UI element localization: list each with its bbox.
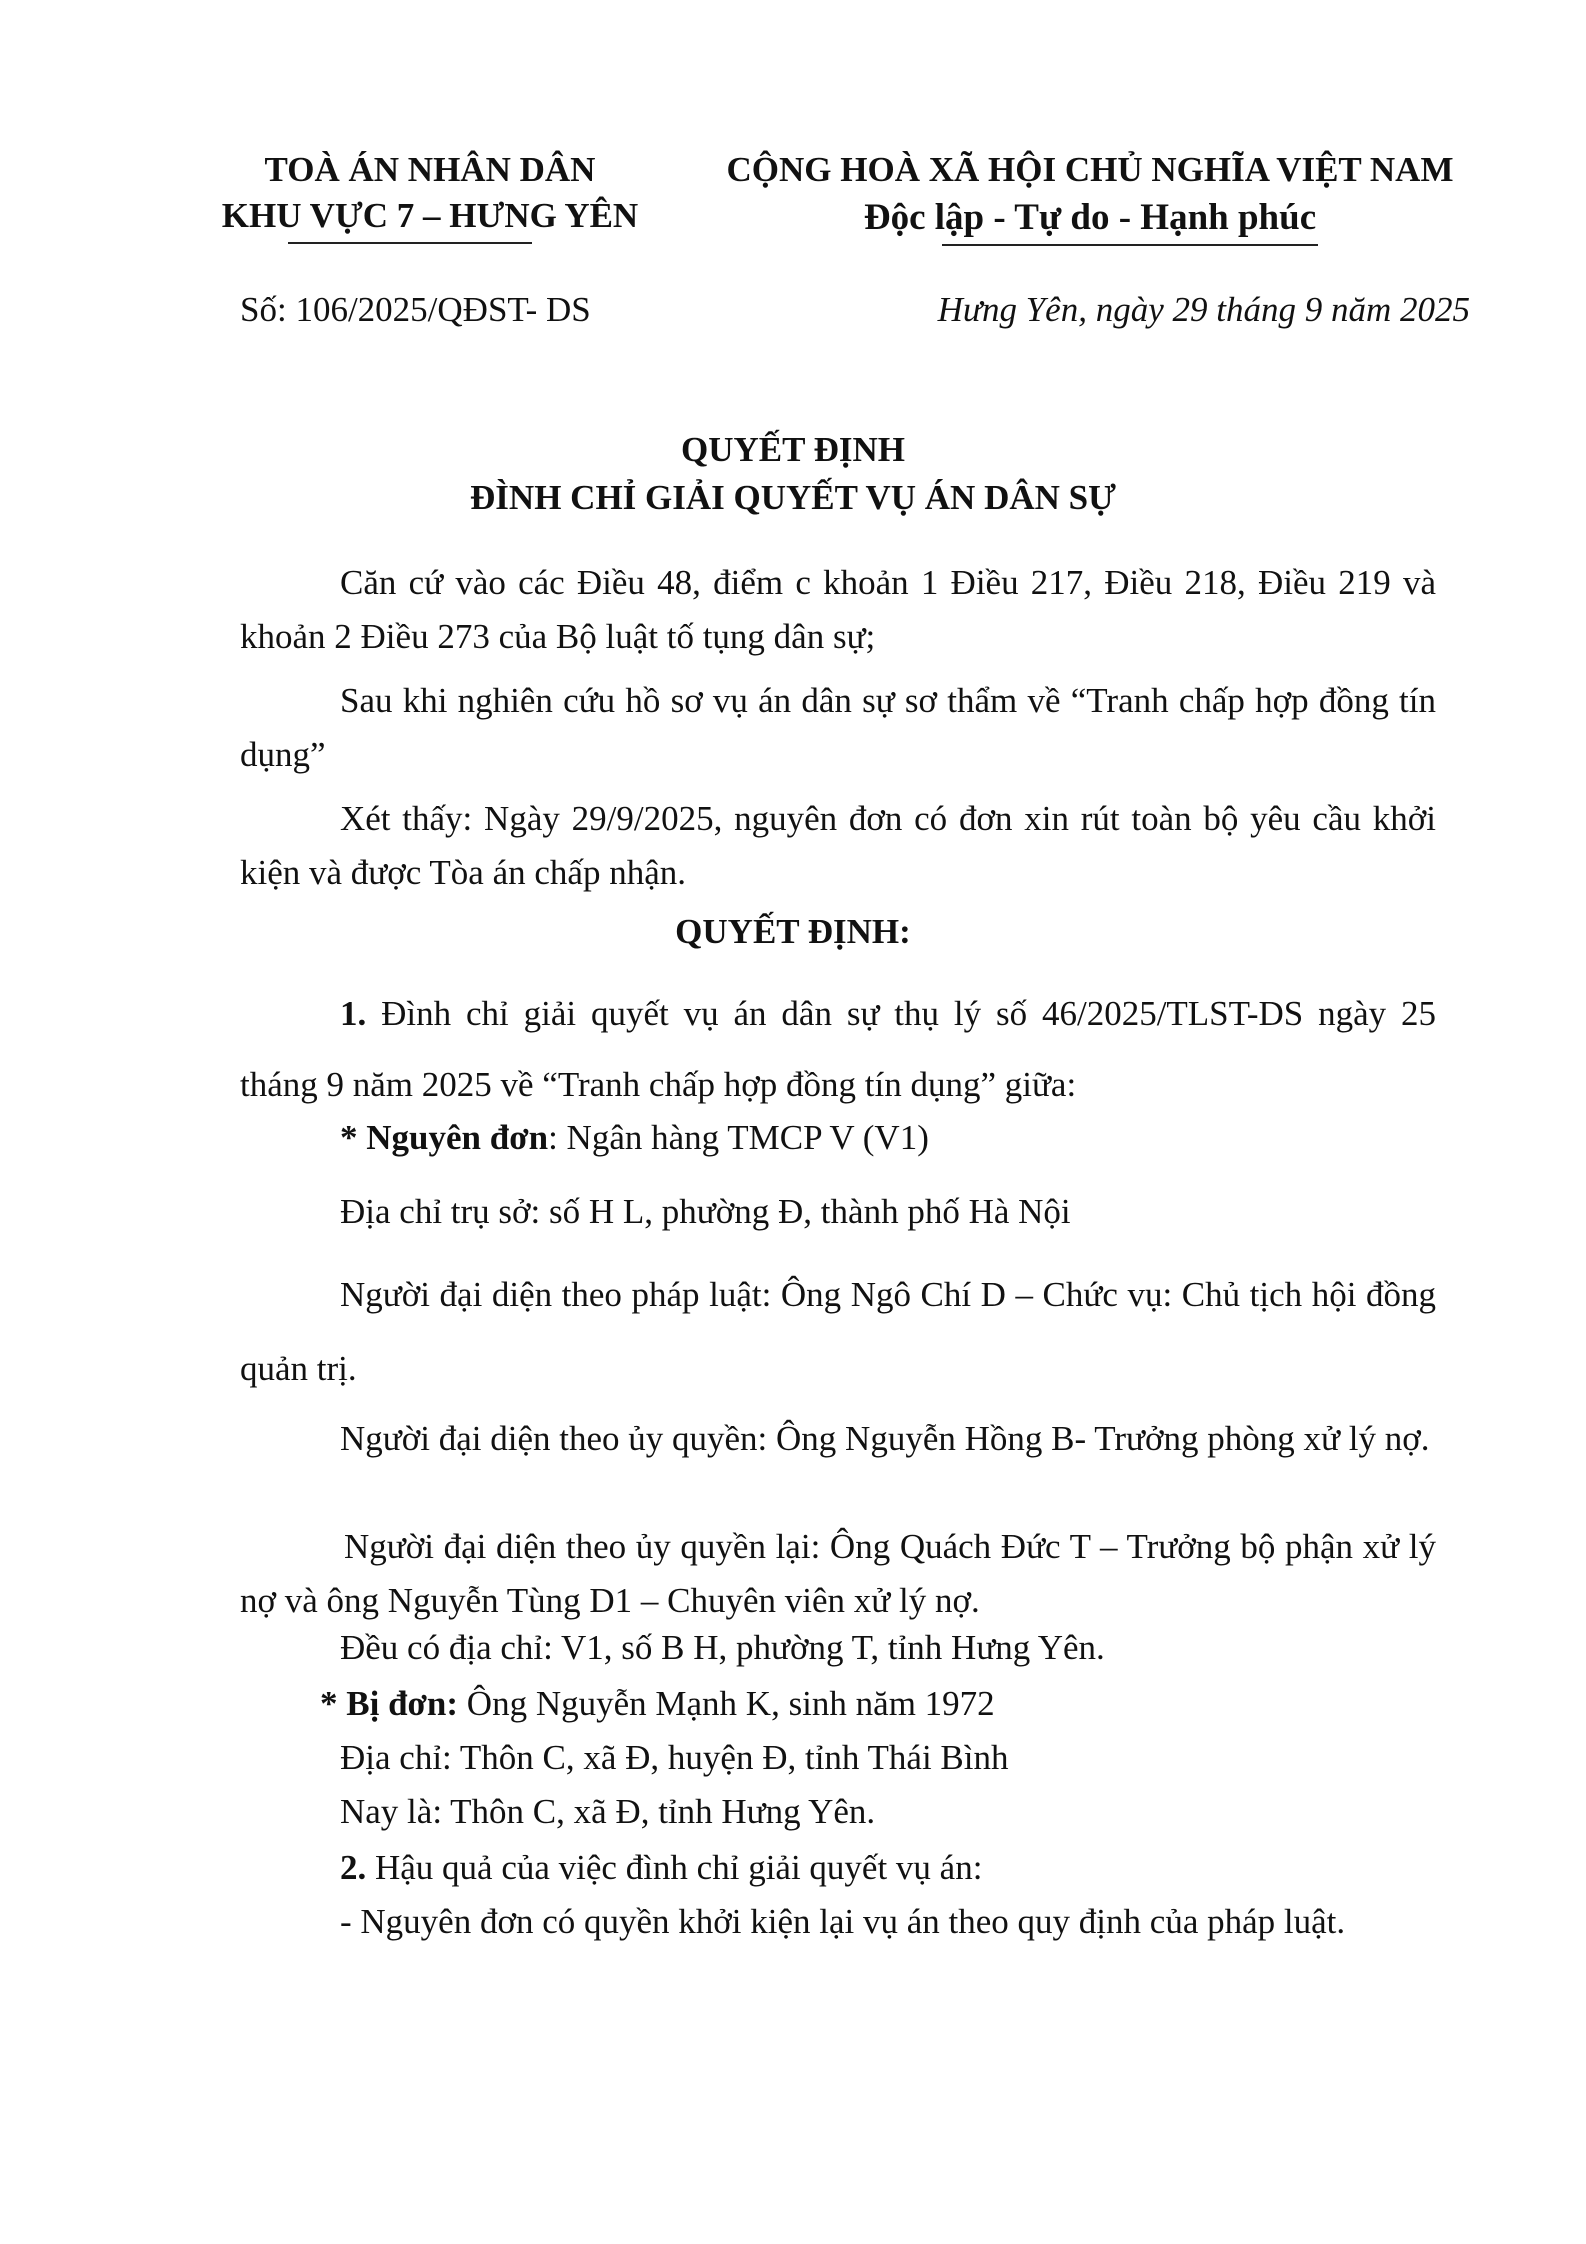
defendant-label: * Bị đơn: (320, 1684, 459, 1723)
item-1-number: 1. (340, 994, 367, 1033)
decision-item-2 (340, 1848, 982, 1888)
item-2-text: Hậu quả của việc đình chỉ giải quyết vụ án: (366, 1848, 983, 1887)
plaintiff-address: Địa chỉ trụ sở: số H L, phường Đ, thành phố Hà Nội (340, 1192, 1071, 1231)
case-study-paragraph: Sau khi nghiên cứu hồ sơ vụ án dân sự sơ thẩm về “Tranh chấp hợp đồng tín dụng” (240, 681, 1436, 774)
republic-name: CỘNG HOÀ XÃ HỘI CHỦ NGHĨA VIỆT NAM (726, 150, 1454, 189)
defendant-name: Ông Nguyễn Mạnh K, sinh năm 1972 (458, 1684, 995, 1723)
document-subtitle: ĐÌNH CHỈ GIẢI QUYẾT VỤ ÁN DÂN SỰ (470, 478, 1116, 517)
legal-representative: Người đại diện theo pháp luật: Ông Ngô Chí D – Chức vụ: Chủ tịch hội đồng quản trị. (240, 1275, 1436, 1388)
decision-heading: QUYẾT ĐỊNH: (675, 912, 911, 951)
decision-item-1 (240, 978, 1436, 1120)
authorized-representative: Người đại diện theo ủy quyền: Ông Nguyễn Hồng B- Trưởng phòng xử lý nợ. (340, 1419, 1430, 1458)
document-number: Số: 106/2025/QĐST- DS (240, 290, 591, 329)
defendant-address: Địa chỉ: Thôn C, xã Đ, huyện Đ, tỉnh Thái Bình (340, 1738, 1009, 1777)
item-1-text: Đình chỉ giải quyết vụ án dân sự thụ lý số 46/2025/TLST-DS ngày 25 tháng 9 năm 2025 về “Tranh chấp hợp đồng tín dụng” giữa: (240, 994, 1436, 1104)
sub-authorized-representative: Người đại diện theo ủy quyền lại: Ông Quách Đức T – Trưởng bộ phận xử lý nợ và ông Nguyễn Tùng D1 – Chuyên viên xử lý nợ. (240, 1527, 1436, 1620)
plaintiff-name: : Ngân hàng TMCP V (V1) (548, 1118, 929, 1157)
motto-underline (942, 244, 1318, 246)
national-motto: Độc lập - Tự do - Hạnh phúc (863, 197, 1317, 238)
court-name-line1: TOÀ ÁN NHÂN DÂN (264, 150, 596, 189)
consequence-line: - Nguyên đơn có quyền khởi kiện lại vụ án theo quy định của pháp luật. (340, 1902, 1346, 1941)
defendant-new-address: Nay là: Thôn C, xã Đ, tỉnh Hưng Yên. (340, 1792, 876, 1831)
plaintiff-label: * Nguyên đơn (340, 1118, 549, 1157)
defendant-line (320, 1684, 995, 1724)
plaintiff-line (340, 1118, 929, 1158)
common-address: Đều có địa chỉ: V1, số B H, phường T, tỉnh Hưng Yên. (340, 1628, 1105, 1667)
court-name-line2: KHU VỰC 7 – HƯNG YÊN (221, 196, 639, 235)
place-and-date: Hưng Yên, ngày 29 tháng 9 năm 2025 (937, 290, 1470, 329)
finding-paragraph: Xét thấy: Ngày 29/9/2025, nguyên đơn có đơn xin rút toàn bộ yêu cầu khởi kiện và được Tòa án chấp nhận. (240, 799, 1436, 892)
preamble (240, 556, 1436, 900)
legal-basis-paragraph: Căn cứ vào các Điều 48, điểm c khoản 1 Điều 217, Điều 218, Điều 219 và khoản 2 Điều 273 của Bộ luật tố tụng dân sự; (240, 563, 1436, 656)
item-2-number: 2. (340, 1848, 367, 1887)
court-underline (288, 242, 532, 244)
document-title: QUYẾT ĐỊNH (681, 430, 905, 469)
